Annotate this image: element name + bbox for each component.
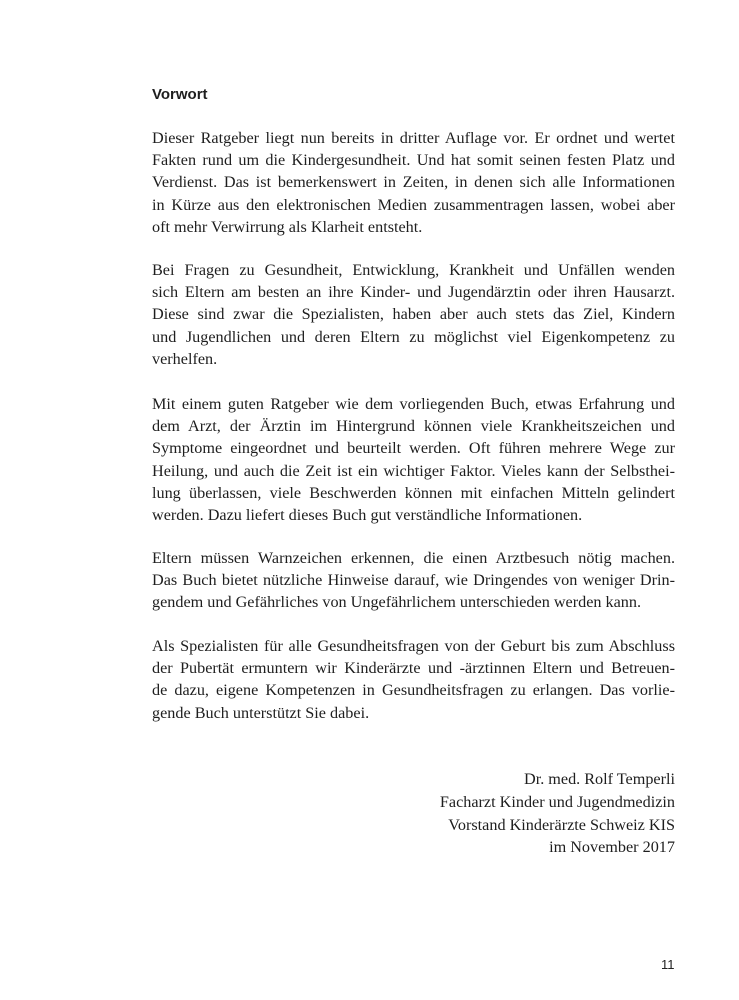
page-number: 11 [661, 957, 675, 972]
section-heading: Vorwort [152, 86, 208, 103]
text-line: Fakten rund um die Kindergesundheit. Und hat somit seinen festen Platz und [152, 151, 675, 170]
text-line: Verdienst. Das ist bemerkenswert in Zeiten, in denen sich alle Informationen [152, 173, 675, 192]
text-line: in Kürze aus den elektronischen Medien zusammentragen lassen, wobei aber [152, 195, 675, 214]
text-line: Symptome eingeordnet und beurteilt werden. Oft führen mehrere Wege zur [152, 439, 675, 458]
text-line: Eltern müssen Warnzeichen erkennen, die einen Arztbesuch nötig machen. [152, 549, 675, 567]
text-line: oft mehr Verwirrung als Klarheit entsteht. [152, 217, 423, 236]
paragraph-2 [152, 259, 675, 370]
text-line: Mit einem guten Ratgeber wie dem vorliegenden Buch, etwas Erfahrung und [152, 395, 675, 413]
paragraph-1 [152, 127, 675, 238]
signature-block [440, 768, 675, 859]
signature-position: Vorstand Kinderärzte Schweiz KIS [448, 815, 675, 834]
text-line: lung überlassen, viele Beschwerden können mit einfachen Mitteln gelindert [152, 483, 675, 502]
text-line: werden. Dazu liefert dieses Buch gut verständliche Informationen. [152, 505, 583, 524]
text-line: verhelfen. [152, 349, 218, 368]
text-line: gendem und Gefährliches von Ungefährlichem unterschieden werden kann. [152, 593, 642, 612]
text-line: Dieser Ratgeber liegt nun bereits in dritter Auflage vor. Er ordnet und wertet [152, 129, 675, 147]
signature-name: Dr. med. Rolf Temperli [524, 770, 675, 788]
signature-date: im November 2017 [549, 838, 675, 857]
text-line: Das Buch bietet nützliche Hinweise darauf, wie Dringendes von weniger Drin- [152, 571, 675, 590]
signature-title: Facharzt Kinder und Jugendmedizin [439, 792, 675, 811]
text-line: de dazu, eigene Kompetenzen in Gesundheitsfragen zu erlangen. Das vorlie- [152, 681, 675, 700]
text-line: der Pubertät ermuntern wir Kinderärzte und -ärztinnen Eltern und Betreuen- [152, 659, 675, 678]
paragraph-5 [152, 635, 675, 724]
text-line: und Jugendlichen und deren Eltern zu möglichst viel Eigenkompetenz zu [152, 327, 675, 346]
text-line: gende Buch unterstützt Sie dabei. [152, 703, 370, 722]
paragraph-4 [152, 547, 675, 614]
text-line: Heilung, und auch die Zeit ist ein wichtiger Faktor. Vieles kann der Selbsthei- [152, 461, 675, 480]
text-line: dem Arzt, der Ärztin im Hintergrund können viele Krankheitszeichen und [152, 417, 675, 436]
text-line: Bei Fragen zu Gesundheit, Entwicklung, Krankheit und Unfällen wenden [152, 261, 675, 279]
text-line: Als Spezialisten für alle Gesundheitsfragen von der Geburt bis zum Abschluss [152, 637, 675, 655]
text-line: sich Eltern am besten an ihre Kinder- und Jugendärztin oder ihren Hausarzt. [152, 283, 675, 302]
text-line: Diese sind zwar die Spezialisten, haben aber auch stets das Ziel, Kindern [152, 305, 675, 324]
paragraph-3 [152, 393, 675, 526]
